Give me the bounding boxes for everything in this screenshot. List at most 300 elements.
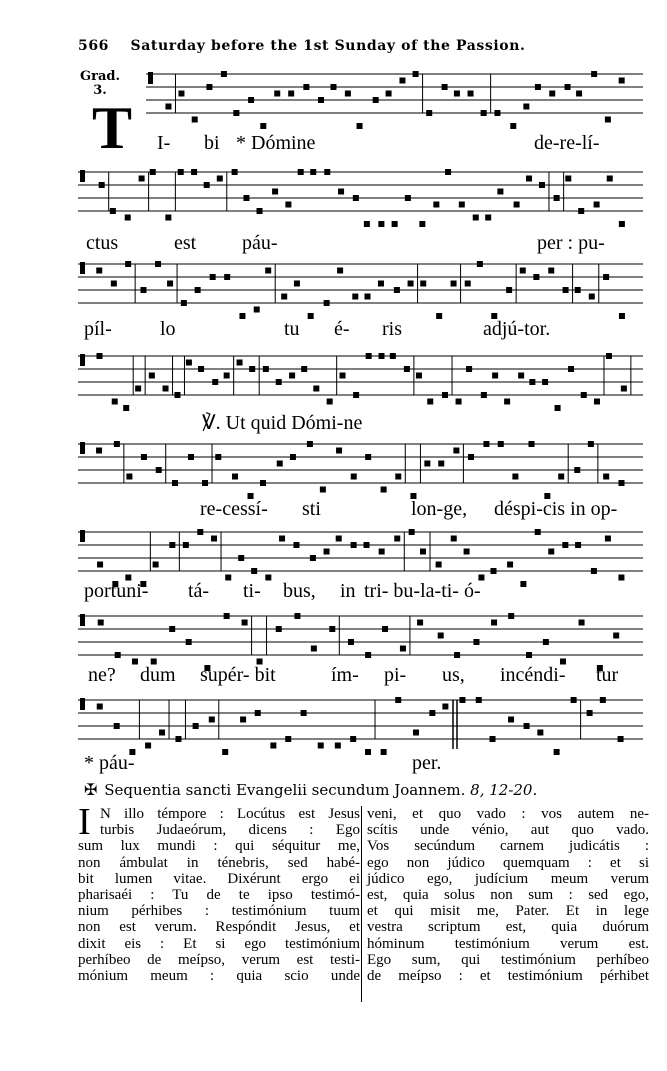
neume-note [508,613,514,619]
neume-note [524,723,530,729]
neume-note [518,373,524,379]
neume-note [571,697,577,703]
lyric: portuni- [84,580,149,602]
staff-4 [78,348,643,412]
neume-note [477,261,483,267]
neume-note [399,78,405,84]
neume-note [514,202,520,208]
neume-note [178,169,184,175]
neume-note [504,399,510,405]
neume-note [307,441,313,447]
neume-note [420,549,426,555]
cross-icon: ✠ [84,780,98,799]
neume-note [225,575,231,581]
neume-note [408,281,414,287]
neume-note [308,313,314,319]
neume-note [202,480,208,486]
neume-note [548,549,554,555]
neume-note [301,366,307,372]
neume-note [451,536,457,542]
neume-note [364,221,370,227]
neume-note [222,749,228,755]
lyric: sti [302,498,321,520]
neume-note [150,169,156,175]
lyric: é- [334,318,350,340]
text-line: Vos secúndum carnem judicátis : [367,838,649,855]
neume-note [394,536,400,542]
neume-note [438,633,444,639]
neume-note [276,379,282,385]
neume-note [600,697,606,703]
neume-note [132,659,138,665]
neume-note [576,91,582,97]
neume-note [405,195,411,201]
neume-note [265,575,271,581]
neume-note [285,202,291,208]
neume-note [232,169,238,175]
neume-note [464,549,470,555]
neume-note [492,373,498,379]
staff-3 [78,256,643,320]
neume-note [619,313,625,319]
neume-note [351,542,357,548]
neume-note [562,542,568,548]
neume-note [378,281,384,287]
neume-note [248,97,254,103]
neume-note [126,474,132,480]
neume-note [481,110,487,116]
neume-note [476,697,482,703]
neume-note [413,730,419,736]
neume-note [465,281,471,287]
neume-note [353,195,359,201]
text-line: Ego sum, qui testimónium perhíbeo [367,951,649,968]
neume-note [523,104,529,110]
lyric: ne? [88,664,116,686]
neume-note [149,373,155,379]
neume-note [417,620,423,626]
clef-mark [80,170,85,182]
neume-note [274,91,280,97]
neume-note [178,91,184,97]
neume-note [324,549,330,555]
neume-note [549,91,555,97]
neume-note [260,480,266,486]
neume-note [394,287,400,293]
neume-note [270,743,276,749]
neume-note [298,169,304,175]
text-line: ego non júdico quemquam : et si [367,854,649,871]
neume-note [473,639,479,645]
neume-note [224,613,230,619]
lyric: incéndi- [500,664,566,686]
neume-note [153,562,159,568]
neume-note [365,652,371,658]
neume-note [313,386,319,392]
neume-note [554,749,560,755]
neume-note [426,110,432,116]
neume-note [311,646,317,652]
lyric: supér- bit [200,664,276,686]
neume-note [192,117,198,123]
neume-note [242,620,248,626]
lyric: in [340,580,356,602]
neume-note [468,91,474,97]
neume-note [606,353,612,359]
neume-note [289,373,295,379]
neume-note [413,71,419,77]
lyric: lon-ge, [411,498,468,520]
lyric: déspi-cis in op- [494,498,618,520]
neume-note [594,202,600,208]
neume-note [436,562,442,568]
neume-note [498,441,504,447]
lyric: dum [140,664,176,686]
neume-note [221,71,227,77]
neume-note [382,626,388,632]
lyric: I- [157,132,171,154]
neume-note [294,281,300,287]
neume-note [191,169,197,175]
neume-note [379,353,385,359]
lyric: tu [284,318,300,340]
neume-note [281,294,287,300]
neume-note [195,287,201,293]
neume-note [497,189,503,195]
neume-note [288,91,294,97]
lyric: píl- [84,318,112,340]
neume-note [485,215,491,221]
neume-note [607,176,613,182]
neume-note [212,379,218,385]
neume-note [239,313,245,319]
neume-note [345,91,351,97]
lyric: ti- [243,580,261,602]
neume-note [198,366,204,372]
neume-note [619,480,625,486]
lyric: ris [382,318,402,340]
neume-note [619,78,625,84]
neume-note [165,104,171,110]
lyric: adjú-tor. [483,318,551,340]
neume-note [181,300,187,306]
neume-note [174,392,180,398]
neume-note [243,195,249,201]
neume-note [400,646,406,652]
neume-note [209,717,215,723]
clef-mark [80,530,85,542]
neume-note [260,123,266,129]
neume-note [352,294,358,300]
neume-note [539,182,545,188]
neume-note [156,467,162,473]
text-line: perhíbeo de meípso, verum est testi- [78,951,360,968]
neume-note [337,268,343,274]
neume-note [390,353,396,359]
neume-note [353,392,359,398]
text-line: et qui misit me, Pater. Et in lege [367,903,649,920]
lyric: per : pu- [537,232,605,254]
clef-mark [80,698,85,710]
neume-note [563,287,569,293]
neume-note [574,467,580,473]
neume-note [97,704,103,710]
neume-note [357,123,363,129]
neume-note [111,281,117,287]
neume-note [224,373,230,379]
neume-note [451,281,457,287]
neume-note [318,743,324,749]
neume-note [277,461,283,467]
neume-note [456,399,462,405]
neume-note [420,281,426,287]
text-line: pharisaéi : Tu de te ipso testimó- [78,887,360,904]
page-number: 566 [78,38,110,54]
neume-note [115,652,121,658]
neume-note [167,281,173,287]
text-line: vestra scriptum est, quia duórum [367,919,649,936]
neume-note [605,536,611,542]
neume-note [565,84,571,90]
neume-note [97,562,103,568]
neume-note [188,454,194,460]
neume-note [494,110,500,116]
text-line: júdico ego, judícium meum verum [367,870,649,887]
neume-note [419,221,425,227]
clef-mark [80,614,85,626]
neume-note [526,652,532,658]
neume-note [436,313,442,319]
lyric: tri- bu-la-ti- ó- [364,580,481,602]
neume-note [433,202,439,208]
text-line: sum lux mundi : qui séquitur me, [78,838,360,855]
neume-note [506,287,512,293]
page-title: Saturday before the 1st Sunday of the Passion. [130,38,526,54]
neume-note [318,97,324,103]
neume-note [468,454,474,460]
lyric: per. [412,752,442,774]
neume-note [97,353,103,359]
neume-note [320,487,326,493]
neume-note [123,405,129,411]
neume-note [591,568,597,574]
neume-note [591,71,597,77]
neume-note [542,379,548,385]
neume-note [233,110,239,116]
neume-note [294,613,300,619]
text-line: veni, et quo vado : vos autem ne- [367,806,649,822]
lyric: us, [442,664,465,686]
neume-note [589,294,595,300]
neume-note [351,474,357,480]
neume-note [336,536,342,542]
gospel-left-column [78,801,360,985]
neume-note [445,169,451,175]
staff-1 [146,66,643,130]
neume-note [535,84,541,90]
neume-note [139,176,145,182]
neume-note [110,208,116,214]
neume-note [548,268,554,274]
neume-note [125,261,131,267]
neume-note [285,736,291,742]
neume-note [481,392,487,398]
gradual-label: Grad. [80,69,120,84]
lyric: ím- [331,664,359,686]
neume-note [197,529,203,535]
neume-note [114,723,120,729]
neume-note [98,620,104,626]
staff-8 [78,692,643,756]
neume-note [575,542,581,548]
text-line: scítis unde vénio, aut quo vado. [367,822,649,839]
neume-note [603,474,609,480]
neume-note [491,620,497,626]
neume-note [520,268,526,274]
neume-note [303,84,309,90]
neume-note [96,448,102,454]
lyric: * Dómine [236,132,316,154]
neume-note [605,117,611,123]
neume-note [603,274,609,280]
neume-note [404,366,410,372]
neume-note [301,710,307,716]
lyric: ℣. Ut quid Dómi-ne [202,412,363,434]
page-header [78,38,526,54]
neume-note [186,360,192,366]
neume-note [324,169,330,175]
neume-note [96,268,102,274]
lyric: est [174,232,197,254]
clef-mark [80,442,85,454]
neume-note [529,379,535,385]
neume-note [365,294,371,300]
neume-note [125,215,131,221]
neume-note [366,353,372,359]
neume-note [568,366,574,372]
neume-note [340,373,346,379]
neume-note [254,307,260,313]
lyric: bus, [283,580,316,602]
neume-note [438,461,444,467]
neume-note [579,620,585,626]
neume-note [112,399,118,405]
staff-6 [78,524,643,588]
neume-note [175,736,181,742]
neume-note [238,555,244,561]
neume-note [473,215,479,221]
neume-note [587,710,593,716]
neume-note [429,710,435,716]
neume-note [392,221,398,227]
text-line: non ámbulat in ténebris, sed habé- [78,854,360,871]
lyric: ctus [86,232,119,254]
neume-note [543,639,549,645]
staff-2 [78,164,643,228]
lyric: de-re-lí- [534,132,600,154]
neume-note [365,454,371,460]
neume-note [442,84,448,90]
neume-note [588,441,594,447]
neume-note [240,717,246,723]
neume-note [442,704,448,710]
neume-note [459,697,465,703]
neume-note [619,221,625,227]
neume-note [581,392,587,398]
neume-note [293,542,299,548]
neume-note [210,274,216,280]
neume-note [512,474,518,480]
clef-mark [148,72,153,84]
neume-note [442,392,448,398]
neume-note [348,639,354,645]
text-line: turbis Judaeórum, dicens : Ego [100,822,360,839]
lyric: * páu- [84,752,135,774]
neume-note [183,542,189,548]
neume-note [310,169,316,175]
initial-letter: T [92,95,133,161]
neume-note [618,736,624,742]
neume-note [263,366,269,372]
clef-mark [80,354,85,366]
neume-note [578,208,584,214]
text-line: bit lumen vitae. Dixérunt ergo ei [78,870,360,887]
neume-note [381,487,387,493]
gospel-right-column [367,806,649,984]
neume-note [373,97,379,103]
neume-note [186,639,192,645]
neume-note [454,91,460,97]
neume-note [290,454,296,460]
lyric: re-cessí- [200,498,268,520]
neume-note [310,555,316,561]
gospel-heading-text: Sequentia sancti Evangelii secundum Joannem. [104,781,466,799]
neume-note [140,287,146,293]
text-line: hóminum testimónium verum est. [367,935,649,952]
gospel-reference: 8, 12-20. [470,781,538,799]
neume-note [193,723,199,729]
neume-note [350,736,356,742]
lyric: páu- [242,232,278,254]
lyric: pi- [384,664,407,686]
neume-note [365,749,371,755]
neume-note [255,710,261,716]
lyric: bi [204,132,220,154]
neume-note [335,743,341,749]
neume-note [364,542,370,548]
neume-note [395,697,401,703]
text-line: mónium meum : quia scio unde [78,968,360,985]
neume-note [381,749,387,755]
neume-note [215,454,221,460]
neume-note [237,360,243,366]
neume-note [454,652,460,658]
neume-note [427,399,433,405]
neume-note [211,536,217,542]
neume-note [224,274,230,280]
column-divider [361,806,362,1002]
neume-note [594,399,600,405]
neume-note [490,736,496,742]
neume-note [409,529,415,535]
neume-note [378,221,384,227]
neume-note [114,441,120,447]
neume-note [204,182,210,188]
neume-note [135,386,141,392]
neume-note [555,405,561,411]
neume-note [459,202,465,208]
neume-note [565,176,571,182]
